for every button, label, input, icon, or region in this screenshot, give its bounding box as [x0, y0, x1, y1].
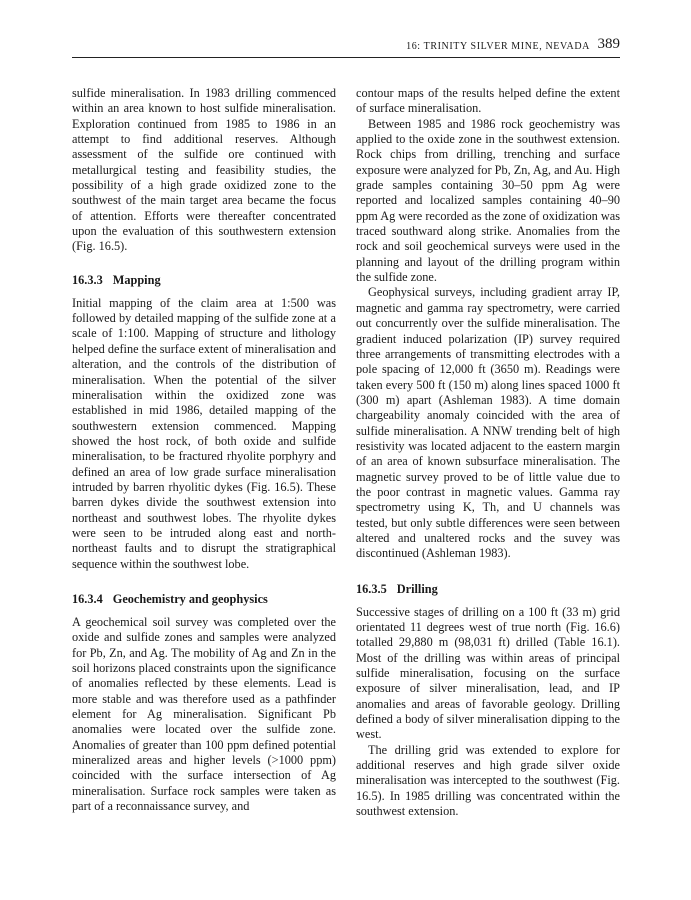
paragraph-intro: sulfide mineralisation. In 1983 drilling commenced within an area known to host sulfide mineralisation. Exploration continued from 1985 to 1986 in an attempt to find additional reserves. Although assessment of the sulfide ore continued with metallurgical testing and feasibility studies, the possibility of a high grade oxidized zone to the southwest of the main target area became the focus of attention. Efforts were thereafter concentrated upon the evaluation of this southwestern extension (Fig. 16.5). [72, 86, 336, 254]
paragraph-mapping: Initial mapping of the claim area at 1:500 was followed by detailed mapping of the sulfide zone at a scale of 1:100. Mapping of structure and lithology helped define the surface extent of mineralisation and alteration, and the controls of the distribution of mineralisation. When the potential of the silver mineralisation within the oxidized zone was established in mid 1986, detailed mapping of the southwestern extension commenced. Mapping showed the host rock, of both oxide and sulfide mineralisation, to be fractured rhyolite porphyry and defined an area of low grade surface mineralisation intruded by barren rhyolitic dykes (Fig. 16.5). These barren dykes divide the southwest extension into northeast and southwest lobes. The rhyolite dykes were seen to be intruded along east and north-northeast faults and to disrupt the stratigraphical sequence within the southwest lobe. [72, 295, 336, 571]
section-number: 16.3.4 [72, 591, 103, 606]
paragraph-geochemistry: A geochemical soil survey was completed over the oxide and sulfide zones and samples were analyzed for Pb, Zn, and Ag. The mobility of Ag and Zn in the soil horizons placed constraints upon the significance of anomalies reflected by these elements. Lead is more stable and was therefore used as a pathfinder element for Ag mineralisation. Significant Pb anomalies were located over the sulfide zone. Anomalies of greater than 100 ppm defined potential mineralized areas and higher levels (>1000 ppm) coincided with the surface intersection of Ag mineralisation. Surface rock samples were taken as part of a reconnaissance survey, and [72, 614, 336, 814]
paragraph-geophysics: Geophysical surveys, including gradient array IP, magnetic and gamma ray spectrometry, were carried out concurrently over the sulfide mineralisation. The gradient induced polarization (IP) survey required three arrangements of transmitting electrodes with a pole spacing of 12,000 ft (3650 m). Readings were taken every 500 ft (150 m) along lines spaced 1000 ft (300 m) apart (Ashleman 1983). A time domain chargeability anomaly coincided with the area of sulfide mineralisation. A NNW trending belt of high resistivity was located adjacent to the eastern margin of an area of known subsurface mineralisation. The magnetic survey proved to be of little value due to the poor contrast in magnetic values. Gamma ray spectrometry using K, Th, and U channels was tested, but only subtle differences were seen between altered and unaltered rocks and the suvey was discontinued (Ashleman 1983). [356, 285, 620, 561]
left-column [72, 86, 336, 814]
paragraph-drilling-2: The drilling grid was extended to explore for additional reserves and high grade silver oxide mineralisation was intercepted to the southwest (Fig. 16.5). In 1985 drilling was concentrated within the southwest extension. [356, 742, 620, 819]
section-heading-geochemistry [72, 592, 336, 607]
section-heading-drilling [356, 582, 620, 597]
section-title: Geochemistry and geophysics [112, 591, 268, 606]
page-header [72, 36, 620, 56]
paragraph-rock-geochemistry: Between 1985 and 1986 rock geochemistry was applied to the oxide zone in the southwest extension. Rock chips from drilling, trenching and surface exposure were analyzed for Pb, Zn, Ag, and Au. High grade samples containing 30–50 ppm Ag were reported and localized samples containing 40–90 ppm Ag were recorded as the zone of oxidization was traced southward along strike. Anomalies from the rock and soil geochemical surveys were used in the planning and layout of the drilling program within the sulfide zone. [356, 116, 620, 285]
paragraph-drilling: Successive stages of drilling on a 100 ft (33 m) grid orientated 11 degrees west of true north (Fig. 16.6) totalled 29,880 m (98,031 ft) drilled (Table 16.1). Most of the drilling was within areas of principal sulfide mineralisation, focusing on the surface exposure of silver mineralisation, lead, and IP anomalies and areas of favorable geology. Drilling defined a body of silver mineralisation dipping to the west. [356, 604, 620, 742]
page-number: 389 [597, 36, 620, 52]
section-heading-mapping [72, 273, 336, 288]
section-title: Drilling [396, 581, 438, 596]
section-title: Mapping [112, 272, 161, 287]
header-rule [72, 57, 620, 58]
paragraph-contour: contour maps of the results helped define the extent of surface mineralisation. [356, 86, 620, 116]
right-column [356, 86, 620, 819]
running-head: 16: TRINITY SILVER MINE, NEVADA [406, 41, 590, 52]
section-number: 16.3.5 [356, 581, 387, 596]
section-number: 16.3.3 [72, 272, 103, 287]
